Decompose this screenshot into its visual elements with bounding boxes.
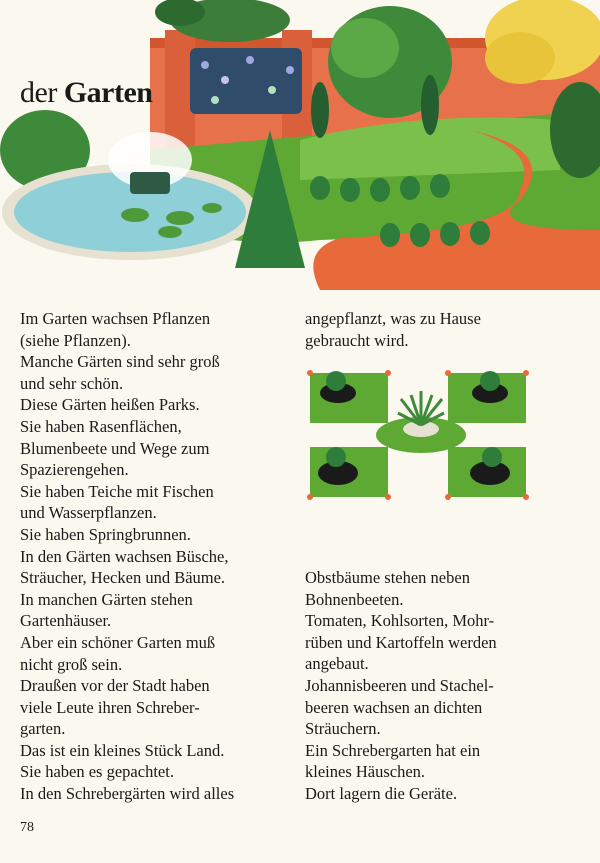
text-line: Aber ein schöner Garten muß [20, 632, 216, 652]
shrub [310, 176, 330, 200]
text-line: Gartenhäuser. [20, 611, 112, 631]
garden-illustration [0, 0, 600, 290]
flower-dots [268, 86, 276, 94]
left-text-column [20, 308, 234, 805]
text-line: und sehr schön. [20, 373, 124, 393]
title-article: der [20, 76, 57, 110]
plan-corner [445, 370, 451, 376]
text-line: Sie haben Springbrunnen. [20, 524, 191, 544]
title-noun: Garten [63, 76, 153, 110]
text-line: Ein Schrebergarten hat ein [305, 740, 481, 760]
garden-plan-illustration [306, 367, 536, 503]
plan-shrub [326, 371, 346, 391]
plan-shrub [482, 447, 502, 467]
text-line: Manche Gärten sind sehr groß [20, 352, 220, 372]
shrub [380, 223, 400, 247]
text-line: Dort lagern die Geräte. [305, 783, 458, 803]
text-line: Sie haben es gepachtet. [20, 762, 174, 782]
text-line: garten. [20, 719, 66, 739]
text-line: Spazierengehen. [20, 460, 129, 480]
plan-corner [445, 494, 451, 500]
plan-corner [307, 494, 313, 500]
lily-pad [166, 211, 194, 225]
text-line: In den Schrebergärten wird alles [20, 784, 235, 804]
fountain-base [130, 172, 170, 194]
shrub [370, 178, 390, 202]
text-line: beeren wachsen an dichten [305, 697, 483, 717]
text-line: angepflanzt, was zu Hause [305, 309, 481, 328]
text-line: Sträucher, Hecken und Bäume. [20, 568, 226, 588]
text-line: Sie haben Rasenflächen, [20, 416, 182, 436]
text-line: Diese Gärten heißen Parks. [20, 395, 200, 415]
shrub [410, 223, 430, 247]
plan-corner [385, 494, 391, 500]
plan-corner [307, 370, 313, 376]
text-line: In den Gärten wachsen Büsche, [20, 546, 229, 566]
text-line: Bohnenbeeten. [305, 589, 404, 609]
text-line: In manchen Gärten stehen [20, 589, 193, 609]
flower-dots [211, 96, 219, 104]
flower-hedge [190, 48, 302, 114]
right-text-column-top [305, 308, 481, 351]
text-line: Sträuchern. [305, 719, 381, 739]
flower-dots [221, 76, 229, 84]
text-line: Blumenbeete und Wege zum [20, 438, 210, 458]
yellow-tree [485, 32, 555, 84]
text-line: Tomaten, Kohlsorten, Mohr- [305, 611, 495, 631]
plan-corner [523, 370, 529, 376]
lily-pad [158, 226, 182, 238]
text-line: Obstbäume stehen neben [305, 568, 470, 587]
text-line: Das ist ein kleines Stück Land. [20, 740, 225, 760]
plan-shrub [480, 371, 500, 391]
right-text-column-bottom [305, 567, 497, 805]
shrub [400, 176, 420, 200]
page-number: 78 [20, 820, 34, 835]
plan-shrub [326, 447, 346, 467]
text-line: Johannisbeeren und Stachel- [305, 675, 494, 695]
text-line: (siehe Pflanzen). [20, 330, 131, 350]
cypress [421, 75, 439, 135]
shrub [440, 222, 460, 246]
shrub [470, 221, 490, 245]
plan-corner [523, 494, 529, 500]
text-line: und Wasserpflanzen. [20, 503, 157, 523]
text-line: angebaut. [305, 654, 369, 674]
text-line: kleines Häuschen. [305, 762, 426, 782]
text-line: Draußen vor der Stadt haben [20, 676, 210, 696]
text-line: Im Garten wachsen Pflanzen [20, 309, 211, 328]
flower-dots [246, 56, 254, 64]
text-line: gebraucht wird. [305, 330, 409, 350]
flower-dots [286, 66, 294, 74]
flower-dots [201, 61, 209, 69]
shrub [340, 178, 360, 202]
lily-pad [121, 208, 149, 222]
green-tree [331, 18, 399, 78]
text-line: Sie haben Teiche mit Fischen [20, 481, 214, 501]
text-line: nicht groß sein. [20, 654, 123, 674]
lily-pad [202, 203, 222, 213]
text-line: viele Leute ihren Schreber- [20, 697, 200, 717]
shrub [430, 174, 450, 198]
page-title [20, 75, 152, 111]
cypress [311, 82, 329, 138]
text-line: rüben und Kartoffeln werden [305, 632, 497, 652]
plan-corner [385, 370, 391, 376]
